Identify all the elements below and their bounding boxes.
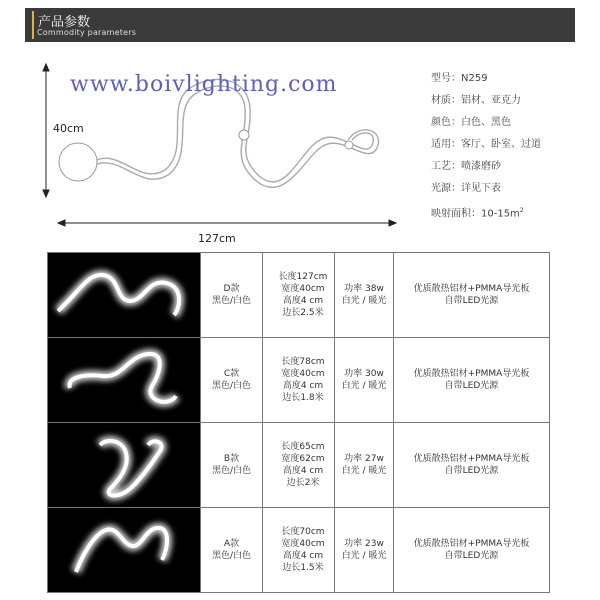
product-material: 优质散热铝材+PMMA导光板 [413,539,530,549]
product-edge: 边长1.8米 [282,393,324,403]
product-colors: 黑色/白色 [211,551,252,561]
table-row [48,338,550,423]
height-dimension-line [43,64,49,197]
product-length: 长度78cm [281,357,325,367]
product-name-cell [201,338,263,423]
spec-area-unit-exponent: 2 [519,207,524,214]
product-dimensions-cell [263,423,335,508]
lamp-left-end [59,143,97,181]
product-image-a [48,508,201,593]
spec-light-source: 光源：详见下表 [431,183,501,194]
product-light-color: 白光 / 暖光 [341,466,387,476]
product-power-cell [335,423,394,508]
product-length: 长度70cm [281,527,325,537]
product-power: 功率 27w [344,454,384,464]
product-name-cell [201,253,263,338]
product-length: 长度65cm [281,442,325,452]
width-dimension-line [58,220,396,226]
table-row [48,253,550,338]
product-length: 长度127cm [278,272,328,282]
product-led: 自带LED光源 [444,296,499,306]
product-colors: 黑色/白色 [211,381,252,391]
product-width: 宽度40cm [281,369,325,379]
product-power-cell [335,338,394,423]
lamp-joint [239,130,249,140]
product-name: B款 [223,454,240,464]
header-title: 产品参数 [38,15,91,30]
product-light-color: 白光 / 暖光 [341,381,387,391]
product-dimensions-cell [263,508,335,593]
product-led: 自带LED光源 [444,381,499,391]
product-image-b [48,423,201,508]
product-power: 功率 30w [344,369,384,379]
product-image-c [48,338,201,423]
product-width: 宽度40cm [281,284,325,294]
width-dimension-label: 127cm [198,232,236,245]
product-colors: 黑色/白色 [211,466,252,476]
product-led: 自带LED光源 [444,466,499,476]
spec-material: 材质：铝材、亚克力 [431,95,521,106]
product-table [47,252,550,593]
product-light-color: 白光 / 暖光 [341,296,387,306]
lamp-right-end [345,141,353,149]
product-name: C款 [223,369,240,379]
spec-list [431,72,541,226]
product-edge: 边长1.5米 [282,563,324,573]
product-material-cell [394,508,550,593]
product-colors: 黑色/白色 [211,296,252,306]
spec-area-text: 映射面积：10-15m [431,208,520,220]
product-name: D款 [223,284,240,294]
spec-usage: 适用：客厅、卧室、过道 [431,139,541,150]
product-material-cell [394,338,550,423]
table-row [48,423,550,508]
product-edge: 边长2.5米 [282,308,324,318]
product-power-cell [335,508,394,593]
product-material: 优质散热铝材+PMMA导光板 [413,284,530,294]
product-width: 宽度40cm [281,539,325,549]
product-image-d [48,253,201,338]
product-height: 高度4 cm [282,381,324,391]
product-dimensions-cell [263,253,335,338]
spec-process: 工艺：喷漆磨砂 [431,161,501,172]
product-width: 宽度62cm [281,454,325,464]
header-subtitle: Commodity parameters [37,28,137,37]
product-height: 高度4 cm [282,551,324,561]
product-height: 高度4 cm [282,296,324,306]
product-material: 优质散热铝材+PMMA导光板 [413,369,530,379]
product-name: A款 [223,539,240,549]
product-power-cell [335,253,394,338]
product-material-cell [394,423,550,508]
product-material: 优质散热铝材+PMMA导光板 [413,454,530,464]
product-edge: 边长2米 [286,478,320,488]
spec-model: 型号：N259 [431,73,488,84]
product-dimensions-cell [263,338,335,423]
product-power: 功率 38w [344,284,384,294]
watermark-url: www.boivlighting.com [70,72,338,97]
table-row [48,508,550,593]
product-material-cell [394,253,550,338]
product-led: 自带LED光源 [444,551,499,561]
product-power: 功率 23w [344,539,384,549]
product-light-color: 白光 / 暖光 [341,551,387,561]
height-dimension-label: 40cm [53,122,84,135]
spec-color: 颜色：白色、黑色 [431,117,511,128]
product-name-cell [201,508,263,593]
spec-area [431,204,541,226]
product-name-cell [201,423,263,508]
product-height: 高度4 cm [282,466,324,476]
